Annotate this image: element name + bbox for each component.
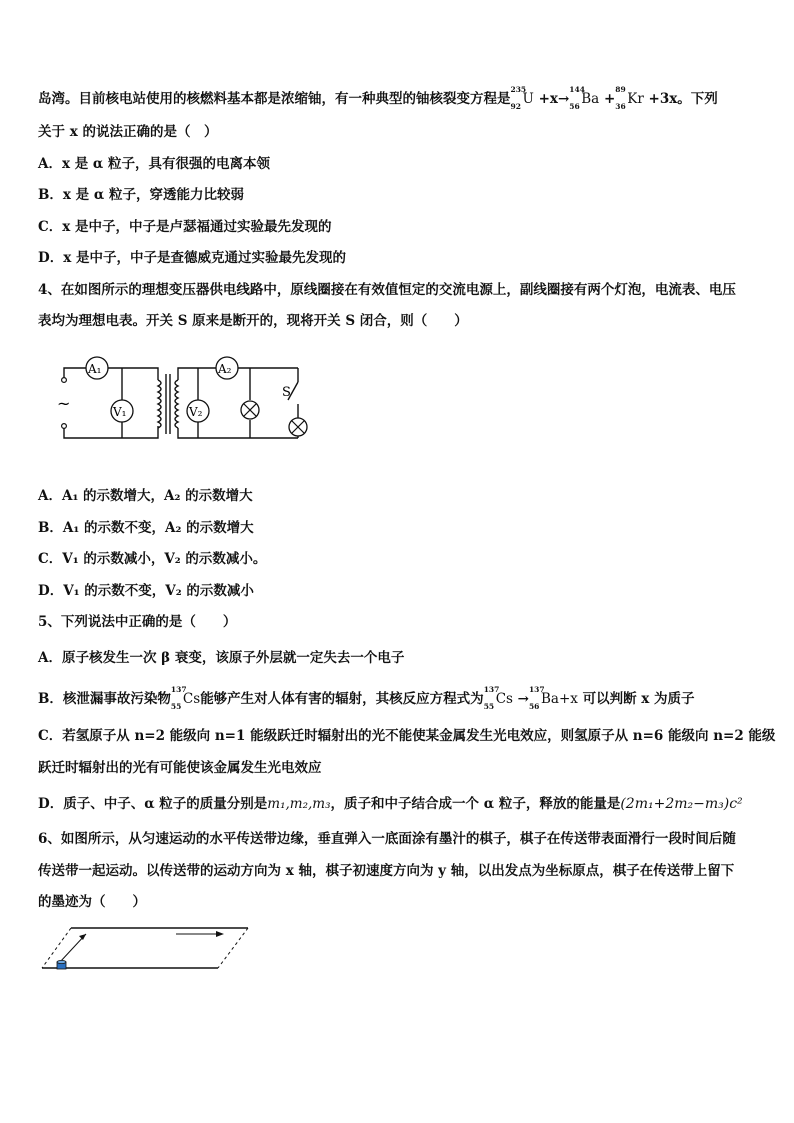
belt-direction-arrow xyxy=(216,931,224,937)
q5-stem: 5、下列说法中正确的是（ ） xyxy=(38,614,237,630)
q4-option-b: B．A₁ 的示数不变，A₂ 的示数增大 xyxy=(38,520,254,536)
q6-stem-line1: 6、如图所示，从匀速运动的水平传送带边缘，垂直弹入一底面涂有墨汁的棋子，棋子在传送带表面滑行一段时间后随 xyxy=(38,831,736,847)
q5-option-d: D．质子、中子、α 粒子的质量分别是m₁,m₂,m₃，质子和中子结合成一个 α 粒子，释放的能量是(2m₁+2m₂−m₃)c² xyxy=(38,796,743,812)
lamp-1 xyxy=(241,401,259,419)
initial-velocity-arrow xyxy=(79,934,86,940)
ammeter-a1-label: A₁ xyxy=(88,362,102,376)
q3-option-c: C．x 是中子，中子是卢瑟福通过实验最先发现的 xyxy=(38,219,332,235)
voltmeter-v1-label: V₁ xyxy=(113,405,127,419)
q4-option-a: A．A₁ 的示数增大，A₂ 的示数增大 xyxy=(38,488,253,504)
terminal-bottom xyxy=(62,424,67,429)
q4-option-d: D．V₁ 的示数不变，V₂ 的示数减小 xyxy=(38,583,254,599)
q5-option-c-line2: 跃迁时辐射出的光有可能使该金属发生光电效应 xyxy=(38,760,322,776)
q5-option-c-line1: C．若氢原子从 n=2 能级向 n=1 能级跃迁时辐射出的光不能使某金属发生光电效应，则氢原子从 n=6 能级向 n=2 能级 xyxy=(38,728,776,744)
q5-option-a: A．原子核发生一次 β 衰变，该原子外层就一定失去一个电子 xyxy=(38,650,405,666)
terminal-top xyxy=(62,378,67,383)
conveyor-belt-diagram xyxy=(38,922,258,978)
switch-s-label: S xyxy=(282,385,291,400)
q3-option-a: A．x 是 α 粒子，具有很强的电离本领 xyxy=(38,156,271,172)
lamp-2 xyxy=(289,418,307,436)
q6-stem-line2: 传送带一起运动。以传送带的运动方向为 x 轴，棋子初速度方向为 y 轴，以出发点为坐标原点，棋子在传送带上留下 xyxy=(38,863,735,879)
q3-stem-line1: 岛湾。目前核电站使用的核燃料基本都是浓缩铀，有一种典型的铀核裂变方程是 235 92 U +x→ 144 56 Ba + 89 36 Kr +3x。下列 xyxy=(38,85,718,111)
chess-piece-icon xyxy=(57,960,66,969)
q3-option-b: B．x 是 α 粒子，穿透能力比较弱 xyxy=(38,187,244,203)
transformer-circuit-diagram xyxy=(50,348,320,458)
q4-stem-line2: 表均为理想电表。开关 S 原来是断开的，现将开关 S 闭合，则（ ） xyxy=(38,313,468,329)
q6-stem-line3: 的墨迹为（ ） xyxy=(38,894,146,910)
voltmeter-v2-label: V₂ xyxy=(189,405,203,419)
ammeter-a2-label: A₂ xyxy=(218,362,232,376)
q3-stem-line2: 关于 x 的说法正确的是（ ） xyxy=(38,124,218,140)
q3-option-d: D．x 是中子，中子是查德威克通过实验最先发现的 xyxy=(38,250,346,266)
q5-option-b: B．核泄漏事故污染物 137 55 Cs能够产生对人体有害的辐射，其核反应方程式为 137 55 Cs → 137 56 Ba+x 可以判断 x 为质子 xyxy=(38,685,695,711)
q4-stem-line1: 4、在如图所示的理想变压器供电线路中，原线圈接在有效值恒定的交流电源上，副线圈接有两个灯泡，电流表、电压 xyxy=(38,282,736,298)
q4-option-c: C．V₁ 的示数减小，V₂ 的示数减小。 xyxy=(38,551,267,567)
ac-source-symbol: ~ xyxy=(57,394,71,413)
